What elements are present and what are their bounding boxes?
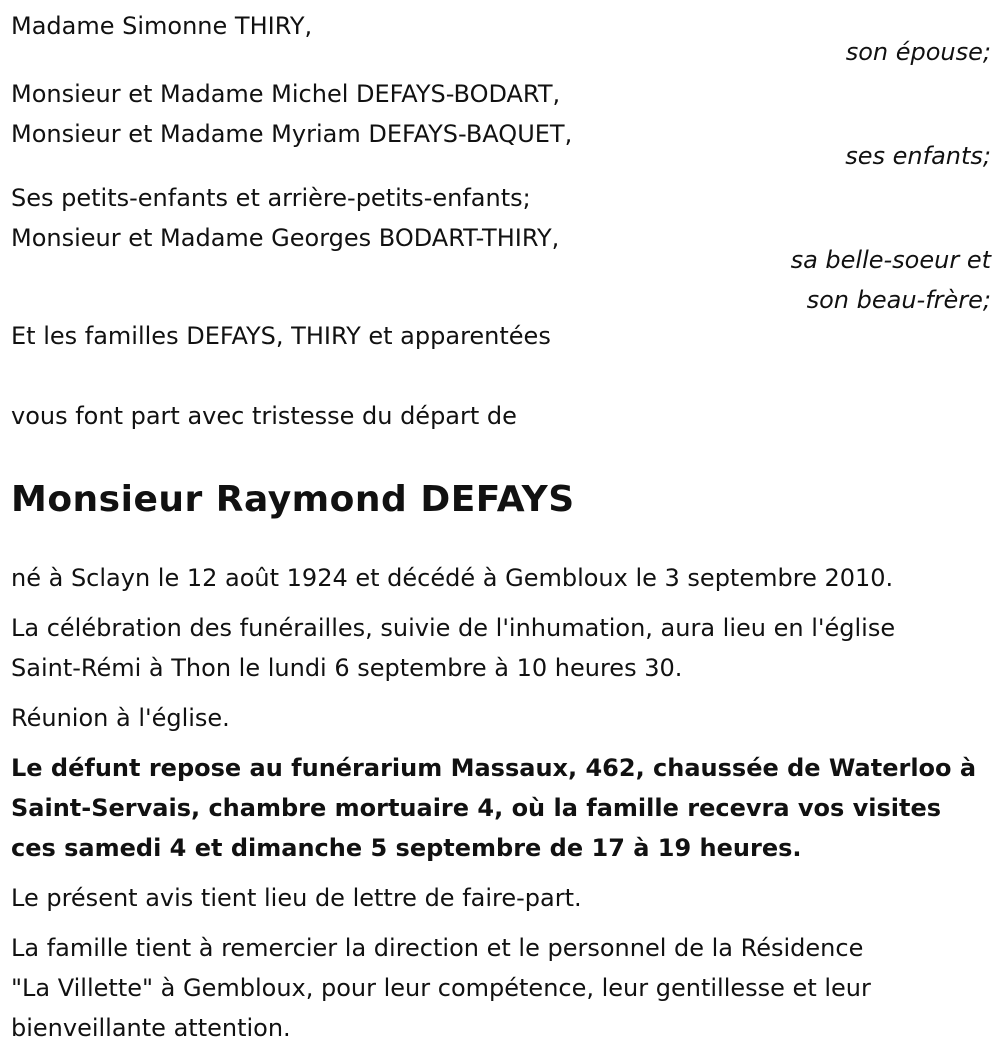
- thanks-line-3: bienveillante attention.: [11, 1014, 291, 1042]
- announcement-intro: vous font part avec tristesse du départ de: [11, 402, 517, 430]
- visitation-line-2: Saint-Servais, chambre mortuaire 4, où la famille recevra vos visites: [11, 794, 942, 822]
- meeting-info: Réunion à l'église.: [11, 704, 230, 732]
- grandchildren: Ses petits-enfants et arrière-petits-enfants;: [11, 184, 531, 212]
- details-section: [11, 558, 991, 1048]
- birth-death-info: né à Sclayn le 12 août 1924 et décédé à Gembloux le 3 septembre 2010.: [11, 564, 894, 592]
- ceremony-line-1: La célébration des funérailles, suivie de l'inhumation, aura lieu en l'église: [11, 614, 896, 642]
- spouse-name: Madame Simonne THIRY,: [11, 12, 313, 40]
- in-laws: Monsieur et Madame Georges BODART-THIRY,: [11, 224, 560, 252]
- families: Et les familles DEFAYS, THIRY et apparentées: [11, 322, 551, 350]
- visitation-line-1: Le défunt repose au funérarium Massaux, 462, chaussée de Waterloo à: [11, 754, 977, 782]
- family-section: [11, 6, 991, 356]
- children-role: ses enfants;: [845, 142, 991, 170]
- spouse-role: son épouse;: [845, 38, 991, 66]
- thanks-line-1: La famille tient à remercier la direction et le personnel de la Résidence: [11, 934, 864, 962]
- ceremony-line-2: Saint-Rémi à Thon le lundi 6 septembre à 10 heures 30.: [11, 654, 683, 682]
- thanks-line-2: "La Villette" à Gembloux, pour leur compétence, leur gentillesse et leur: [11, 974, 871, 1002]
- child-2: Monsieur et Madame Myriam DEFAYS-BAQUET,: [11, 120, 573, 148]
- visitation-line-3: ces samedi 4 et dimanche 5 septembre de 17 à 19 heures.: [11, 834, 802, 862]
- obituary-notice: [11, 6, 991, 1048]
- in-laws-role-2: son beau-frère;: [806, 286, 991, 314]
- in-laws-role-1: sa belle-soeur et: [790, 246, 991, 274]
- child-1: Monsieur et Madame Michel DEFAYS-BODART,: [11, 80, 561, 108]
- notice-info: Le présent avis tient lieu de lettre de faire-part.: [11, 884, 582, 912]
- deceased-name: Monsieur Raymond DEFAYS: [11, 479, 575, 520]
- announcement-section: [11, 396, 991, 522]
